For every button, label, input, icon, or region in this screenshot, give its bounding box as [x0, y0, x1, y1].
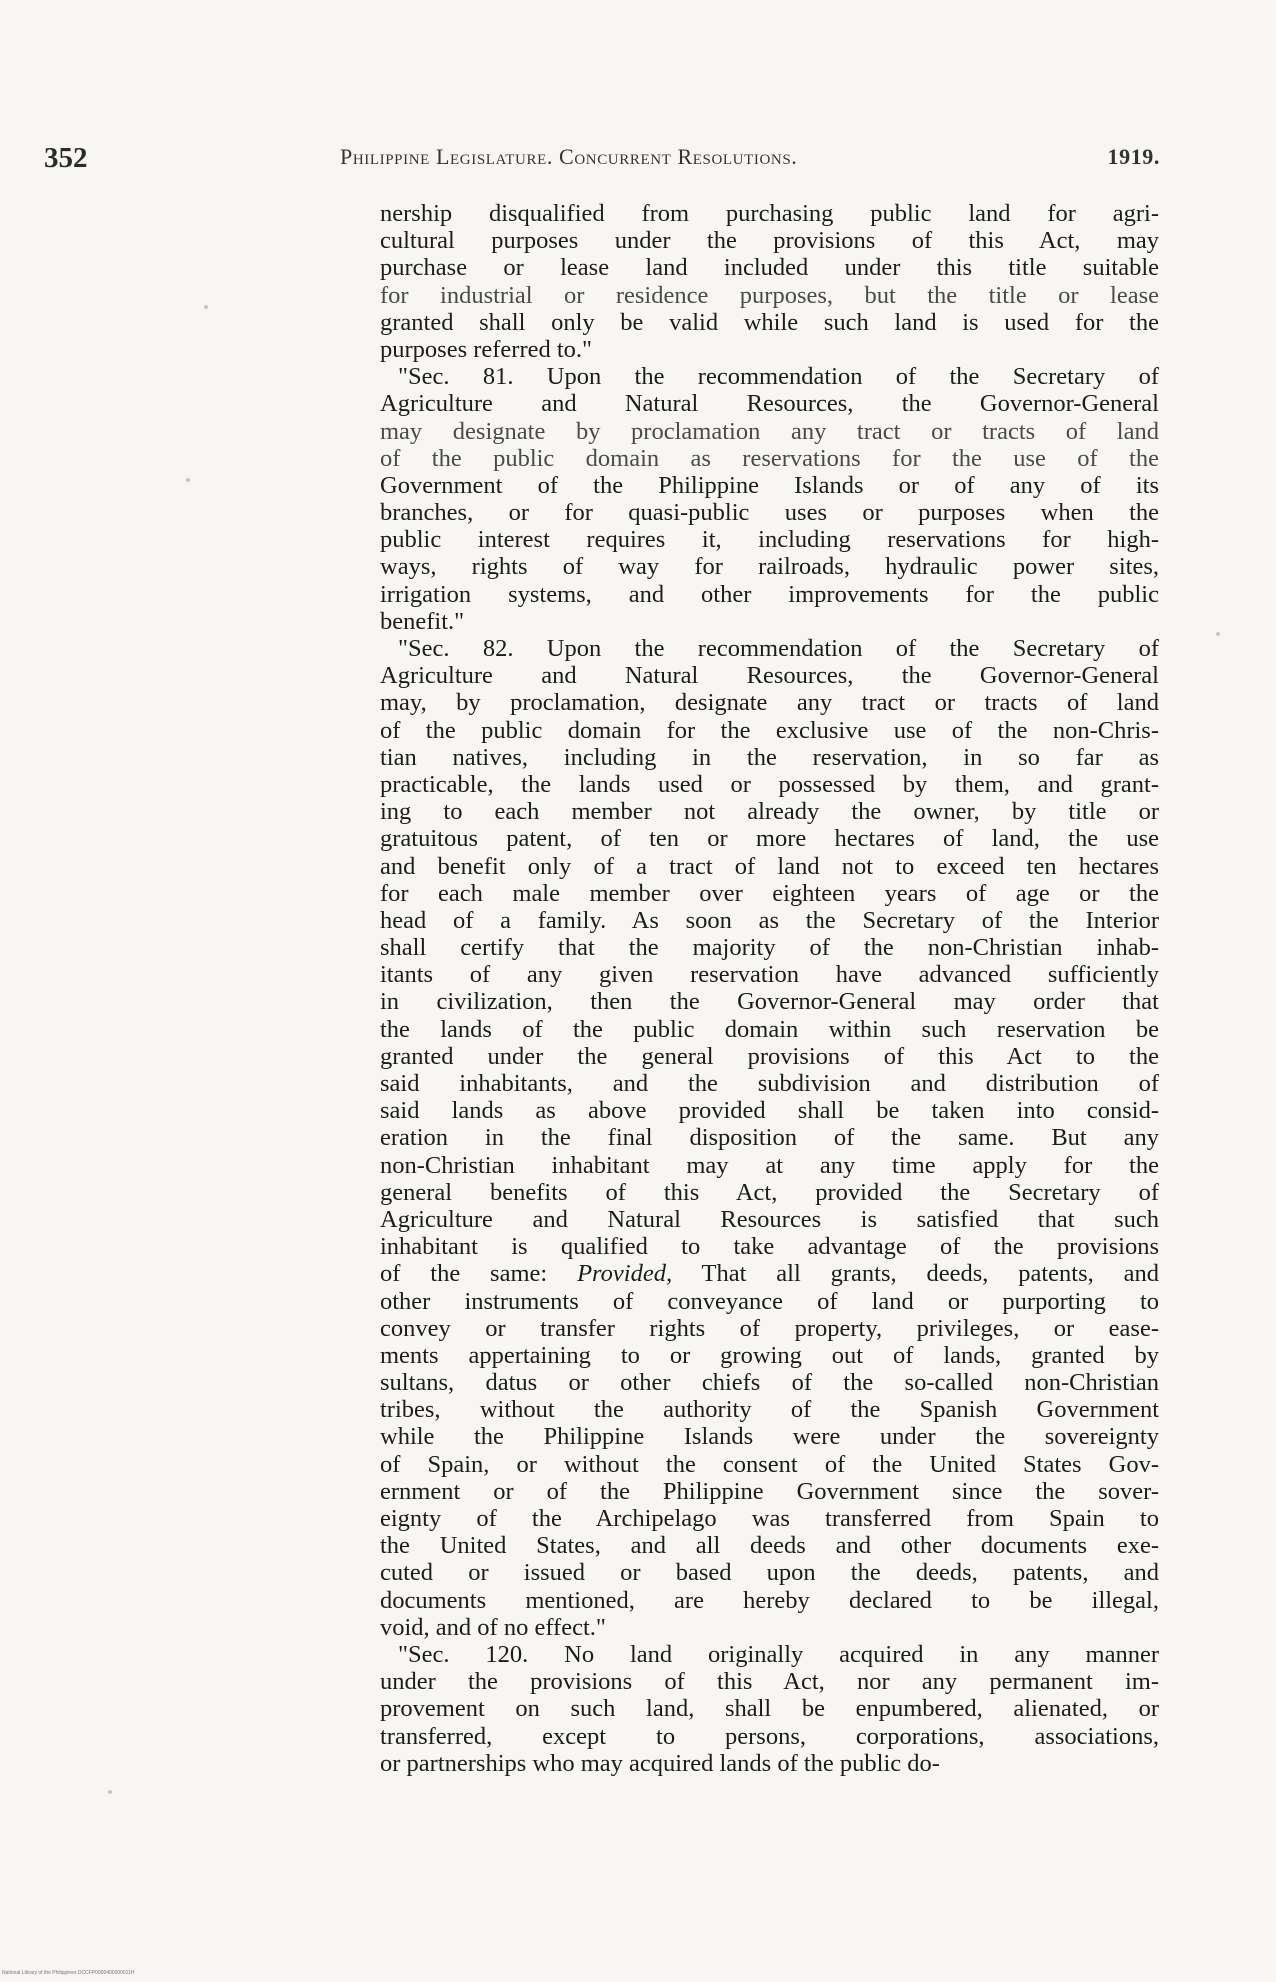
text-line: granted shall only be valid while such land is used for the	[380, 308, 1159, 336]
text-line: tian natives, including in the reservation, in so far as	[380, 743, 1159, 771]
text-line: provement on such land, shall be enpumbered, alienated, or	[380, 1695, 1159, 1723]
text-line: general benefits of this Act, provided the Secretary of	[380, 1178, 1159, 1206]
text-line: gratuitous patent, of ten or more hectares of land, the use	[380, 825, 1159, 853]
text-line: may, by proclamation, designate any tract or tracts of land	[380, 689, 1159, 717]
text-line: ernment or of the Philippine Government since the sover-	[380, 1477, 1159, 1505]
text-line: tribes, without the authority of the Spanish Government	[380, 1396, 1159, 1424]
footer-credit: National Library of the Philippines DCCFP0000400000011H	[2, 1970, 135, 1976]
running-head-year: 1919.	[1107, 144, 1160, 169]
text-line: of Spain, or without the consent of the United States Gov-	[380, 1450, 1159, 1478]
text-body	[380, 200, 1159, 1777]
text-line: cuted or issued or based upon the deeds, patents, and	[380, 1559, 1159, 1587]
text-line: granted under the general provisions of this Act to the	[380, 1042, 1159, 1070]
text-line: or partnerships who may acquired lands of the public do-	[380, 1749, 940, 1777]
text-line: and benefit only of a tract of land not to exceed ten hectares	[380, 852, 1159, 880]
text-line: Agriculture and Natural Resources, the Governor-General	[380, 390, 1159, 418]
text-line: cultural purposes under the provisions of this Act, may	[380, 227, 1159, 255]
running-head	[340, 144, 1160, 170]
text-line: said lands as above provided shall be taken into consid-	[380, 1097, 1159, 1125]
text-line: of the public domain for the exclusive use of the non-Chris-	[380, 716, 1159, 744]
text-line: head of a family. As soon as the Secretary of the Interior	[380, 906, 1159, 934]
text-line: while the Philippine Islands were under the sovereignty	[380, 1423, 1159, 1451]
text-line: of the same: Provided, That all grants, deeds, patents, and	[380, 1260, 1159, 1288]
scan-speck	[108, 1790, 112, 1794]
scan-speck	[1216, 632, 1220, 636]
text-line: transferred, except to persons, corporations, associations,	[380, 1722, 1159, 1750]
text-line: irrigation systems, and other improvements for the public	[380, 580, 1159, 608]
text-line: ing to each member not already the owner, by title or	[380, 798, 1159, 826]
text-line: nership disqualified from purchasing public land for agri-	[380, 200, 1159, 227]
text-line: eration in the final disposition of the same. But any	[380, 1124, 1159, 1152]
text-line: purchase or lease land included under this title suitable	[380, 254, 1159, 282]
text-line: public interest requires it, including reservations for high-	[380, 526, 1159, 554]
text-line: convey or transfer rights of property, privileges, or ease-	[380, 1314, 1159, 1342]
running-head-title: Philippine Legislature. Concurrent Resolutions.	[340, 144, 798, 169]
text-line: "Sec. 81. Upon the recommendation of the Secretary of	[398, 363, 1159, 391]
text-line: other instruments of conveyance of land or purporting to	[380, 1287, 1159, 1315]
text-line: benefit."	[380, 607, 465, 635]
text-line: branches, or for quasi-public uses or purposes when the	[380, 499, 1159, 527]
text-line: sultans, datus or other chiefs of the so-called non-Christian	[380, 1369, 1159, 1397]
text-line: purposes referred to."	[380, 335, 593, 363]
text-line: non-Christian inhabitant may at any time apply for the	[380, 1151, 1159, 1179]
text-line: practicable, the lands used or possessed by them, and grant-	[380, 770, 1159, 798]
text-line: eignty of the Archipelago was transferred from Spain to	[380, 1505, 1159, 1532]
text-line: may designate by proclamation any tract or tracts of land	[380, 417, 1159, 445]
text-line: void, and of no effect."	[380, 1613, 606, 1641]
text-line: the lands of the public domain within such reservation be	[380, 1015, 1159, 1043]
text-line: under the provisions of this Act, nor any permanent im-	[380, 1668, 1159, 1696]
text-line: inhabitant is qualified to take advantage of the provisions	[380, 1233, 1159, 1261]
text-line: itants of any given reservation have advanced sufficiently	[380, 961, 1159, 989]
text-line: ways, rights of way for railroads, hydraulic power sites,	[380, 553, 1159, 581]
text-line: said inhabitants, and the subdivision and distribution of	[380, 1070, 1159, 1097]
scan-speck	[204, 305, 208, 309]
text-line: the United States, and all deeds and other documents exe-	[380, 1532, 1159, 1560]
text-line: Agriculture and Natural Resources, the Governor-General	[380, 662, 1159, 690]
text-line: Government of the Philippine Islands or of any of its	[380, 471, 1159, 499]
text-line: "Sec. 120. No land originally acquired in any manner	[398, 1640, 1159, 1668]
text-line: documents mentioned, are hereby declared to be illegal,	[380, 1586, 1159, 1614]
text-line: shall certify that the majority of the non-Christian inhab-	[380, 934, 1159, 962]
text-line: for industrial or residence purposes, but the title or lease	[380, 281, 1159, 309]
page-number: 352	[44, 142, 88, 174]
text-line: in civilization, then the Governor-General may order that	[380, 988, 1159, 1016]
text-line: for each male member over eighteen years of age or the	[380, 879, 1159, 907]
text-line: ments appertaining to or growing out of lands, granted by	[380, 1341, 1159, 1369]
text-line: of the public domain as reservations for the use of the	[380, 444, 1159, 472]
scan-speck	[186, 478, 190, 482]
text-line: Agriculture and Natural Resources is satisfied that such	[380, 1205, 1159, 1233]
text-line: "Sec. 82. Upon the recommendation of the Secretary of	[398, 635, 1159, 662]
